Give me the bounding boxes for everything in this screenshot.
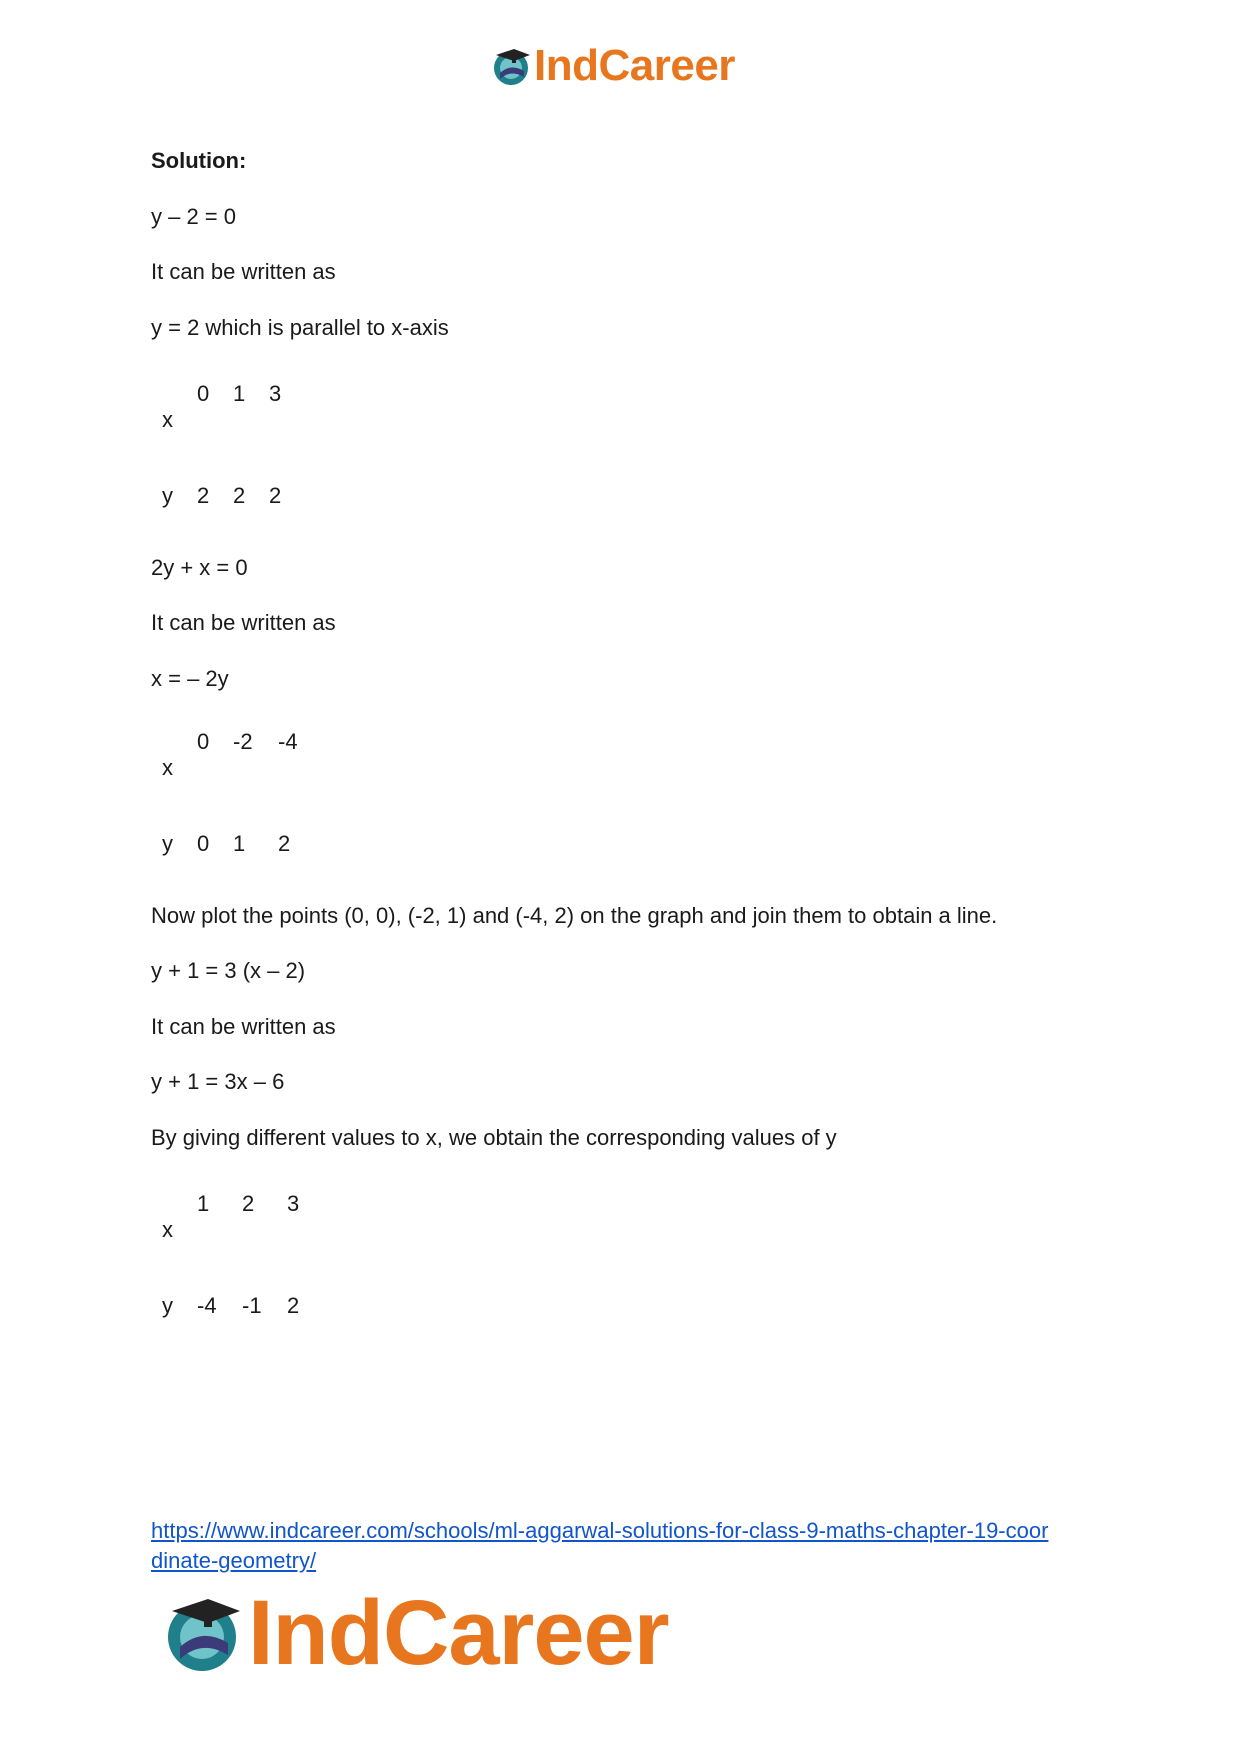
equation-line: y + 1 = 3 (x – 2) [151, 958, 306, 983]
table-cell: 0 [197, 831, 210, 856]
graduation-globe-icon [160, 1591, 244, 1675]
table-cell: 2 [242, 1191, 255, 1216]
table-row-label: y [162, 1293, 173, 1318]
table-cell: 1 [233, 831, 246, 856]
text-line: It can be written as [151, 1014, 336, 1039]
url-line-2: dinate-geometry/ [151, 1548, 317, 1573]
table-cell: 2 [197, 483, 210, 508]
table-cell: 1 [233, 381, 246, 406]
table-cell: 0 [197, 729, 210, 754]
table-row-label: y [162, 483, 173, 508]
table-row-label: x [162, 755, 173, 780]
table-cell: 0 [197, 381, 210, 406]
table-cell: 2 [287, 1293, 300, 1318]
url-line-1: https://www.indcareer.com/schools/ml-aggarwal-solutions-for-class-9-maths-chapter-19-coor [151, 1518, 1049, 1543]
header-logo [490, 40, 735, 92]
table-row-label: x [162, 1217, 173, 1242]
footer-logo [160, 1582, 669, 1684]
table-cell: -1 [242, 1293, 262, 1318]
table-cell: 3 [287, 1191, 300, 1216]
source-url-link[interactable] [151, 1516, 1111, 1576]
table-cell: 2 [278, 831, 291, 856]
table-cell: -2 [233, 729, 253, 754]
table-cell: 1 [197, 1191, 210, 1216]
table-cell: 2 [269, 483, 282, 508]
table-row-label: y [162, 831, 173, 856]
text-line: It can be written as [151, 259, 336, 284]
solution-heading: Solution: [151, 148, 247, 173]
equation-line: y + 1 = 3x – 6 [151, 1069, 285, 1094]
text-line: By giving different values to x, we obtain the corresponding values of y [151, 1125, 837, 1150]
equation-line: x = – 2y [151, 666, 229, 691]
text-line: y = 2 which is parallel to x-axis [151, 315, 449, 340]
table-cell: 3 [269, 381, 282, 406]
table-row-label: x [162, 407, 173, 432]
equation-line: y – 2 = 0 [151, 204, 237, 229]
text-line: Now plot the points (0, 0), (-2, 1) and (-4, 2) on the graph and join them to obtain a line. [151, 903, 998, 928]
text-line: It can be written as [151, 610, 336, 635]
graduation-globe-icon [490, 45, 532, 87]
equation-line: 2y + x = 0 [151, 555, 248, 580]
table-cell: -4 [197, 1293, 217, 1318]
table-cell: -4 [278, 729, 298, 754]
brand-name: IndCareer [248, 1582, 669, 1684]
table-cell: 2 [233, 483, 246, 508]
brand-name: IndCareer [534, 41, 735, 90]
